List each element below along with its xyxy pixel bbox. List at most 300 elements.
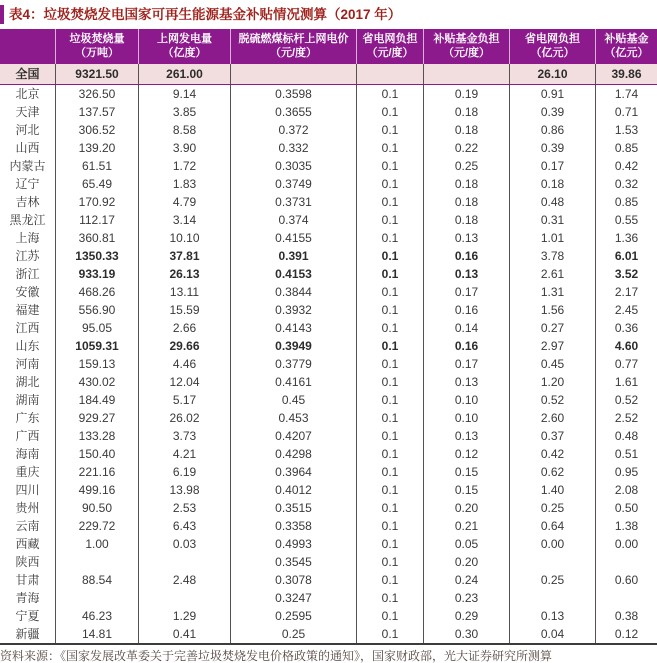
value-cell: 0.19 [423,85,509,103]
table-row [0,337,657,355]
table-row [0,553,657,571]
value-cell: 0.3964 [230,463,356,481]
value-cell: 0.1 [356,625,423,643]
value-cell: 170.92 [55,193,138,211]
value-cell: 2.61 [509,265,595,283]
table-row [0,211,657,229]
value-cell: 2.52 [595,409,657,427]
value-cell: 0.10 [423,391,509,409]
value-cell: 2.66 [138,319,230,337]
province-cell: 云南 [15,519,40,533]
value-cell: 0.1 [356,301,423,319]
header-cell-3: 脱硫燃煤标杆上网电价 （元/度） [230,29,356,64]
value-cell: 0.48 [509,193,595,211]
value-cell: 556.90 [55,301,138,319]
province-cell: 上海 [15,231,40,245]
value-cell: 0.3247 [230,589,356,607]
table-row [0,265,657,283]
value-cell [138,589,230,607]
value-cell: 0.52 [595,391,657,409]
table-row [0,373,657,391]
value-cell: 0.23 [423,589,509,607]
province-cell: 广东 [15,411,40,425]
value-cell: 0.1 [356,175,423,193]
value-cell: 0.1 [356,337,423,355]
province-cell: 湖北 [15,375,40,389]
value-cell: 0.00 [595,535,657,553]
value-cell: 1.61 [595,373,657,391]
value-cell: 133.28 [55,427,138,445]
value-cell: 0.1 [356,571,423,589]
value-cell: 1.31 [509,283,595,301]
header-cell-7: 补贴基金 （亿元） [595,29,657,64]
value-cell: 0.18 [423,211,509,229]
table-header-row [0,29,657,64]
value-cell: 0.1 [356,211,423,229]
value-cell: 0.13 [423,373,509,391]
province-cell: 北京 [15,87,40,101]
value-cell: 0.4993 [230,535,356,553]
value-cell: 0.10 [423,409,509,427]
value-cell: 137.57 [55,103,138,121]
value-cell: 0.1 [356,373,423,391]
value-cell: 88.54 [55,571,138,589]
table-row [0,193,657,211]
value-cell: 0.2595 [230,607,356,625]
value-cell: 0.00 [509,535,595,553]
value-cell [509,553,595,571]
value-cell: 0.13 [423,229,509,247]
value-cell: 0.51 [595,445,657,463]
value-cell: 6.43 [138,517,230,535]
value-cell: 306.52 [55,121,138,139]
province-cell: 宁夏 [15,609,40,623]
province-cell: 吉林 [15,195,40,209]
province-cell: 内蒙古 [9,159,46,173]
value-cell: 1.20 [509,373,595,391]
value-cell: 5.17 [138,391,230,409]
value-cell: 14.81 [55,625,138,643]
value-cell: 0.1 [356,553,423,571]
value-cell: 261.00 [138,64,230,84]
province-cell: 山东 [15,339,40,353]
table-row [0,535,657,553]
value-cell: 139.20 [55,139,138,157]
value-cell: 360.81 [55,229,138,247]
province-cell: 四川 [15,483,40,497]
value-cell: 0.50 [595,499,657,517]
province-cell: 陕西 [15,555,40,569]
province-cell: 山西 [15,141,40,155]
value-cell: 0.25 [509,499,595,517]
value-cell: 0.52 [509,391,595,409]
value-cell: 0.39 [509,139,595,157]
value-cell: 0.18 [423,193,509,211]
value-cell: 0.38 [595,607,657,625]
value-cell: 0.17 [423,355,509,373]
value-cell: 0.3932 [230,301,356,319]
value-cell: 13.98 [138,481,230,499]
subsidy-data-table [0,29,657,645]
value-cell: 0.55 [595,211,657,229]
value-cell: 0.1 [356,445,423,463]
value-cell: 0.36 [595,319,657,337]
value-cell: 0.16 [423,247,509,265]
value-cell: 184.49 [55,391,138,409]
value-cell: 0.41 [138,625,230,643]
value-cell: 150.40 [55,445,138,463]
table-row [0,445,657,463]
value-cell: 159.13 [55,355,138,373]
value-cell: 0.1 [356,607,423,625]
value-cell: 0.1 [356,517,423,535]
value-cell: 0.1 [356,499,423,517]
value-cell: 1350.33 [55,247,138,265]
value-cell: 0.18 [509,175,595,193]
value-cell: 0.18 [423,121,509,139]
value-cell: 929.27 [55,409,138,427]
value-cell: 0.3078 [230,571,356,589]
value-cell: 0.30 [423,625,509,643]
value-cell: 0.24 [423,571,509,589]
value-cell: 0.3358 [230,517,356,535]
table-row [0,427,657,445]
value-cell [595,589,657,607]
province-cell: 甘肃 [15,573,40,587]
value-cell: 0.16 [423,337,509,355]
value-cell: 4.79 [138,193,230,211]
province-cell: 广西 [15,429,40,443]
header-cell-2: 上网发电量 （亿度） [138,29,230,64]
value-cell: 3.78 [509,247,595,265]
value-cell: 65.49 [55,175,138,193]
value-cell: 0.3844 [230,283,356,301]
value-cell: 2.97 [509,337,595,355]
value-cell: 8.58 [138,121,230,139]
value-cell: 6.01 [595,247,657,265]
table-row [0,175,657,193]
value-cell: 0.31 [509,211,595,229]
table-row [0,589,657,607]
value-cell: 0.71 [595,103,657,121]
table-row [0,301,657,319]
value-cell: 0.1 [356,589,423,607]
value-cell: 0.1 [356,391,423,409]
value-cell: 9.14 [138,85,230,103]
header-cell-5: 补贴基金负担 （元/度） [423,29,509,64]
province-cell: 西藏 [15,537,40,551]
table-title: 表4：垃圾焚烧发电国家可再生能源基金补贴情况测算（2017 年） [9,7,402,22]
value-cell: 0.77 [595,355,657,373]
value-cell: 10.10 [138,229,230,247]
value-cell: 0.03 [138,535,230,553]
value-cell: 0.64 [509,517,595,535]
value-cell: 0.25 [423,157,509,175]
value-cell: 326.50 [55,85,138,103]
province-cell: 贵州 [15,501,40,515]
province-cell: 浙江 [15,267,40,281]
value-cell: 0.42 [595,157,657,175]
value-cell: 1.00 [55,535,138,553]
value-cell: 1.53 [595,121,657,139]
value-cell: 0.3949 [230,337,356,355]
value-cell: 12.04 [138,373,230,391]
value-cell: 0.1 [356,283,423,301]
header-cell-1: 垃圾焚烧量 （万吨） [55,29,138,64]
value-cell: 0.1 [356,355,423,373]
value-cell: 3.90 [138,139,230,157]
table-row [0,85,657,103]
value-cell: 221.16 [55,463,138,481]
value-cell: 0.1 [356,481,423,499]
value-cell: 26.02 [138,409,230,427]
province-cell: 河南 [15,357,40,371]
value-cell: 112.17 [55,211,138,229]
value-cell [55,589,138,607]
value-cell: 0.22 [423,139,509,157]
province-cell: 黑龙江 [9,213,46,227]
value-cell: 0.18 [423,103,509,121]
value-cell: 1.01 [509,229,595,247]
table-row [0,139,657,157]
value-cell: 0.05 [423,535,509,553]
value-cell: 0.25 [509,571,595,589]
province-cell: 湖南 [15,393,40,407]
value-cell: 499.16 [55,481,138,499]
value-cell: 2.60 [509,409,595,427]
value-cell: 0.14 [423,319,509,337]
source-note: 资料来源：《国家发展改革委关于完善垃圾焚烧发电价格政策的通知》，国家财政部，光大证券研究所测算 [0,649,553,663]
value-cell: 0.1 [356,193,423,211]
table-row [0,247,657,265]
value-cell: 39.86 [595,64,657,84]
value-cell: 37.81 [138,247,230,265]
value-cell: 0.372 [230,121,356,139]
value-cell: 4.46 [138,355,230,373]
value-cell: 0.1 [356,139,423,157]
value-cell: 0.3731 [230,193,356,211]
table-row [0,607,657,625]
value-cell: 0.25 [230,625,356,643]
value-cell: 3.85 [138,103,230,121]
value-cell: 1.40 [509,481,595,499]
value-cell: 4.60 [595,337,657,355]
value-cell: 0.42 [509,445,595,463]
value-cell: 0.12 [595,625,657,643]
value-cell: 0.95 [595,463,657,481]
table-row [0,409,657,427]
value-cell: 0.45 [230,391,356,409]
value-cell: 0.15 [423,481,509,499]
value-cell: 0.1 [356,319,423,337]
value-cell: 1.29 [138,607,230,625]
table-row [0,625,657,643]
value-cell: 0.4143 [230,319,356,337]
value-cell: 0.1 [356,463,423,481]
value-cell: 0.3035 [230,157,356,175]
value-cell: 0.374 [230,211,356,229]
value-cell: 0.48 [595,427,657,445]
value-cell: 90.50 [55,499,138,517]
province-cell: 江西 [15,321,40,335]
value-cell: 0.32 [595,175,657,193]
value-cell: 26.10 [509,64,595,84]
value-cell: 2.45 [595,301,657,319]
province-cell: 全国 [15,67,40,81]
value-cell: 3.73 [138,427,230,445]
value-cell: 0.37 [509,427,595,445]
value-cell: 0.3598 [230,85,356,103]
value-cell: 0.62 [509,463,595,481]
value-cell: 0.17 [423,283,509,301]
value-cell: 0.4012 [230,481,356,499]
value-cell: 430.02 [55,373,138,391]
value-cell: 0.3545 [230,553,356,571]
value-cell: 61.51 [55,157,138,175]
value-cell [356,64,423,84]
value-cell: 46.23 [55,607,138,625]
header-cell-6: 省电网负担 （亿元） [509,29,595,64]
value-cell: 0.3655 [230,103,356,121]
value-cell: 0.13 [509,607,595,625]
table-row [0,157,657,175]
table-row [0,463,657,481]
value-cell: 0.15 [423,463,509,481]
value-cell [509,589,595,607]
table-body [0,64,657,643]
value-cell: 13.11 [138,283,230,301]
value-cell: 0.85 [595,193,657,211]
province-cell: 辽宁 [15,177,40,191]
value-cell: 1.56 [509,301,595,319]
province-cell: 天津 [15,105,40,119]
value-cell: 0.1 [356,157,423,175]
value-cell [230,64,356,84]
province-cell: 青海 [15,591,40,605]
value-cell [595,553,657,571]
value-cell: 6.19 [138,463,230,481]
value-cell: 2.08 [595,481,657,499]
value-cell: 0.4298 [230,445,356,463]
value-cell: 0.86 [509,121,595,139]
value-cell: 2.17 [595,283,657,301]
value-cell [138,553,230,571]
value-cell: 229.72 [55,517,138,535]
value-cell: 0.1 [356,85,423,103]
value-cell: 933.19 [55,265,138,283]
table-row [0,571,657,589]
value-cell: 0.391 [230,247,356,265]
value-cell: 0.27 [509,319,595,337]
value-cell: 0.1 [356,535,423,553]
value-cell: 0.1 [356,247,423,265]
value-cell: 0.20 [423,553,509,571]
value-cell: 0.13 [423,265,509,283]
table-row [0,481,657,499]
value-cell: 26.13 [138,265,230,283]
province-cell: 福建 [15,303,40,317]
table-row [0,283,657,301]
value-cell: 468.26 [55,283,138,301]
value-cell: 0.1 [356,121,423,139]
value-cell: 0.17 [509,157,595,175]
value-cell: 0.1 [356,427,423,445]
value-cell: 1.74 [595,85,657,103]
value-cell: 0.85 [595,139,657,157]
value-cell: 0.1 [356,265,423,283]
value-cell: 1.38 [595,517,657,535]
value-cell: 0.4207 [230,427,356,445]
value-cell: 0.3749 [230,175,356,193]
table-caption-row [0,0,657,29]
value-cell: 4.21 [138,445,230,463]
table-row [0,319,657,337]
value-cell: 2.53 [138,499,230,517]
value-cell: 0.1 [356,409,423,427]
table-row [0,103,657,121]
value-cell: 0.453 [230,409,356,427]
table-row [0,499,657,517]
value-cell: 0.1 [356,229,423,247]
value-cell: 0.21 [423,517,509,535]
table-row [0,355,657,373]
value-cell: 0.20 [423,499,509,517]
value-cell: 0.18 [423,175,509,193]
value-cell: 1059.31 [55,337,138,355]
header-cell-0 [0,29,55,64]
value-cell: 0.1 [356,103,423,121]
value-cell: 0.12 [423,445,509,463]
value-cell: 0.4153 [230,265,356,283]
value-cell: 0.3515 [230,499,356,517]
value-cell: 0.29 [423,607,509,625]
table-row [0,391,657,409]
province-cell: 安徽 [15,285,40,299]
value-cell: 0.13 [423,427,509,445]
value-cell: 95.05 [55,319,138,337]
value-cell: 0.39 [509,103,595,121]
table-row [0,64,657,85]
value-cell: 1.83 [138,175,230,193]
value-cell: 0.332 [230,139,356,157]
value-cell: 0.60 [595,571,657,589]
value-cell: 0.16 [423,301,509,319]
value-cell: 0.04 [509,625,595,643]
value-cell: 9321.50 [55,64,138,84]
value-cell: 0.4155 [230,229,356,247]
table-row [0,229,657,247]
province-cell: 海南 [15,447,40,461]
province-cell: 新疆 [15,627,40,641]
value-cell: 3.52 [595,265,657,283]
value-cell: 0.3779 [230,355,356,373]
value-cell: 1.36 [595,229,657,247]
table-row [0,517,657,535]
value-cell: 2.48 [138,571,230,589]
value-cell: 15.59 [138,301,230,319]
value-cell: 0.91 [509,85,595,103]
province-cell: 江苏 [15,249,40,263]
table-row [0,121,657,139]
header-cell-4: 省电网负担 （元/度） [356,29,423,64]
province-cell: 重庆 [15,465,40,479]
value-cell: 3.14 [138,211,230,229]
value-cell: 1.72 [138,157,230,175]
value-cell: 29.66 [138,337,230,355]
province-cell: 河北 [15,123,40,137]
value-cell [423,64,509,84]
value-cell: 0.45 [509,355,595,373]
